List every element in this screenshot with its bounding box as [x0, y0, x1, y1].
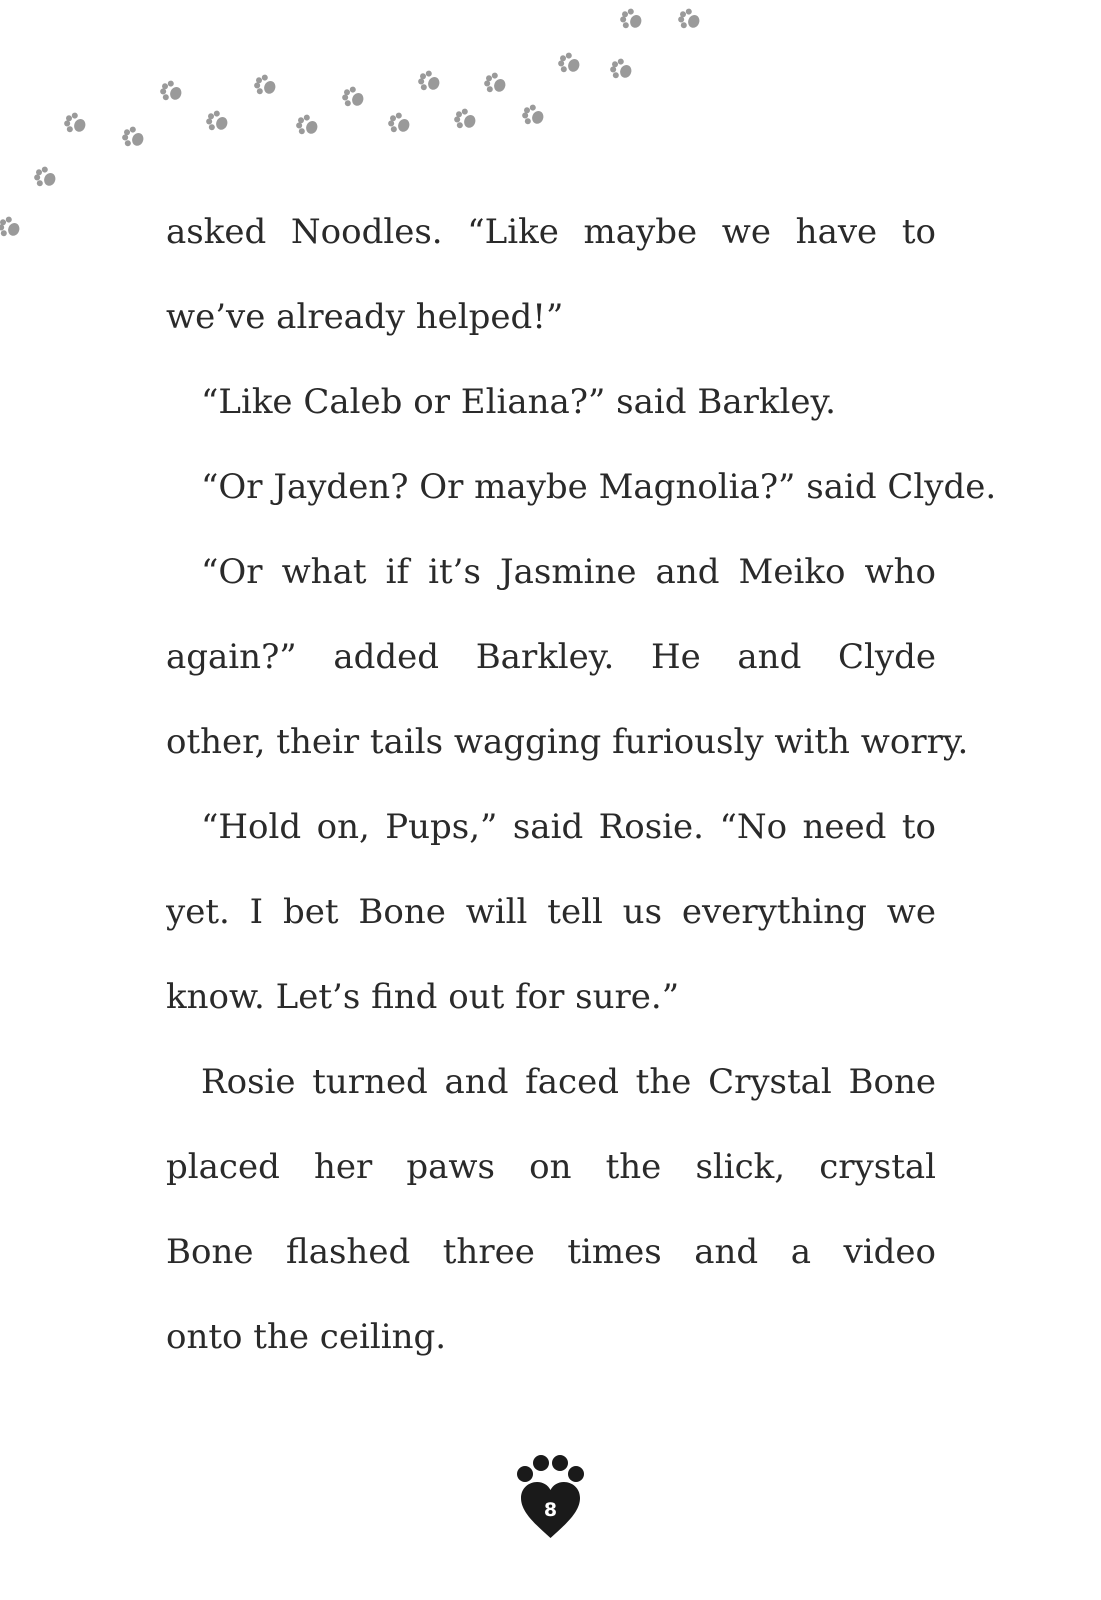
text-line: Rosie turned and faced the Crystal Bone — [201, 1062, 936, 1102]
paw-print-icon — [386, 110, 413, 136]
paw-print-icon — [416, 68, 443, 94]
story-text — [166, 190, 997, 1380]
paw-print-icon — [556, 50, 583, 76]
page-number: 8 — [543, 1499, 558, 1521]
text-line: other, their tails wagging furiously with worry. — [166, 722, 969, 762]
paw-print-icon — [608, 56, 635, 82]
text-line: placed her paws on the slick, crystal — [166, 1147, 936, 1187]
text-line: “Like Caleb or Eliana?” said Barkley. — [201, 382, 836, 422]
paw-print-icon — [676, 6, 703, 32]
paw-print-icon — [618, 6, 645, 32]
paw-print-icon — [0, 214, 23, 240]
paw-print-icon — [252, 72, 279, 98]
paw-print-icon — [204, 108, 231, 134]
text-line: Bone flashed three times and a video — [166, 1232, 936, 1272]
text-line: we’ve already helped!” — [166, 297, 564, 337]
text-line: “Or what if it’s Jasmine and Meiko who — [201, 552, 936, 592]
text-line: “Or Jayden? Or maybe Magnolia?” said Clyde. — [201, 467, 997, 507]
paw-print-icon — [158, 78, 185, 104]
paw-print-icon — [32, 164, 59, 190]
paw-print-icon — [294, 112, 321, 138]
text-line: yet. I bet Bone will tell us everything we — [166, 892, 936, 932]
text-line: again?” added Barkley. He and Clyde — [166, 637, 936, 677]
paw-print-icon — [120, 124, 147, 150]
text-line: know. Let’s find out for sure.” — [166, 977, 680, 1017]
page-number-badge — [513, 1452, 588, 1542]
paw-print-icon — [452, 106, 479, 132]
paw-print-icon — [482, 70, 509, 96]
paw-print-icon — [340, 84, 367, 110]
paw-print-icon — [520, 102, 547, 128]
paw-print-icon — [62, 110, 89, 136]
paw-heart-icon — [513, 1452, 588, 1542]
text-line: “Hold on, Pups,” said Rosie. “No need to — [201, 807, 936, 847]
text-line: asked Noodles. “Like maybe we have to — [166, 212, 936, 252]
text-line: onto the ceiling. — [166, 1317, 447, 1357]
